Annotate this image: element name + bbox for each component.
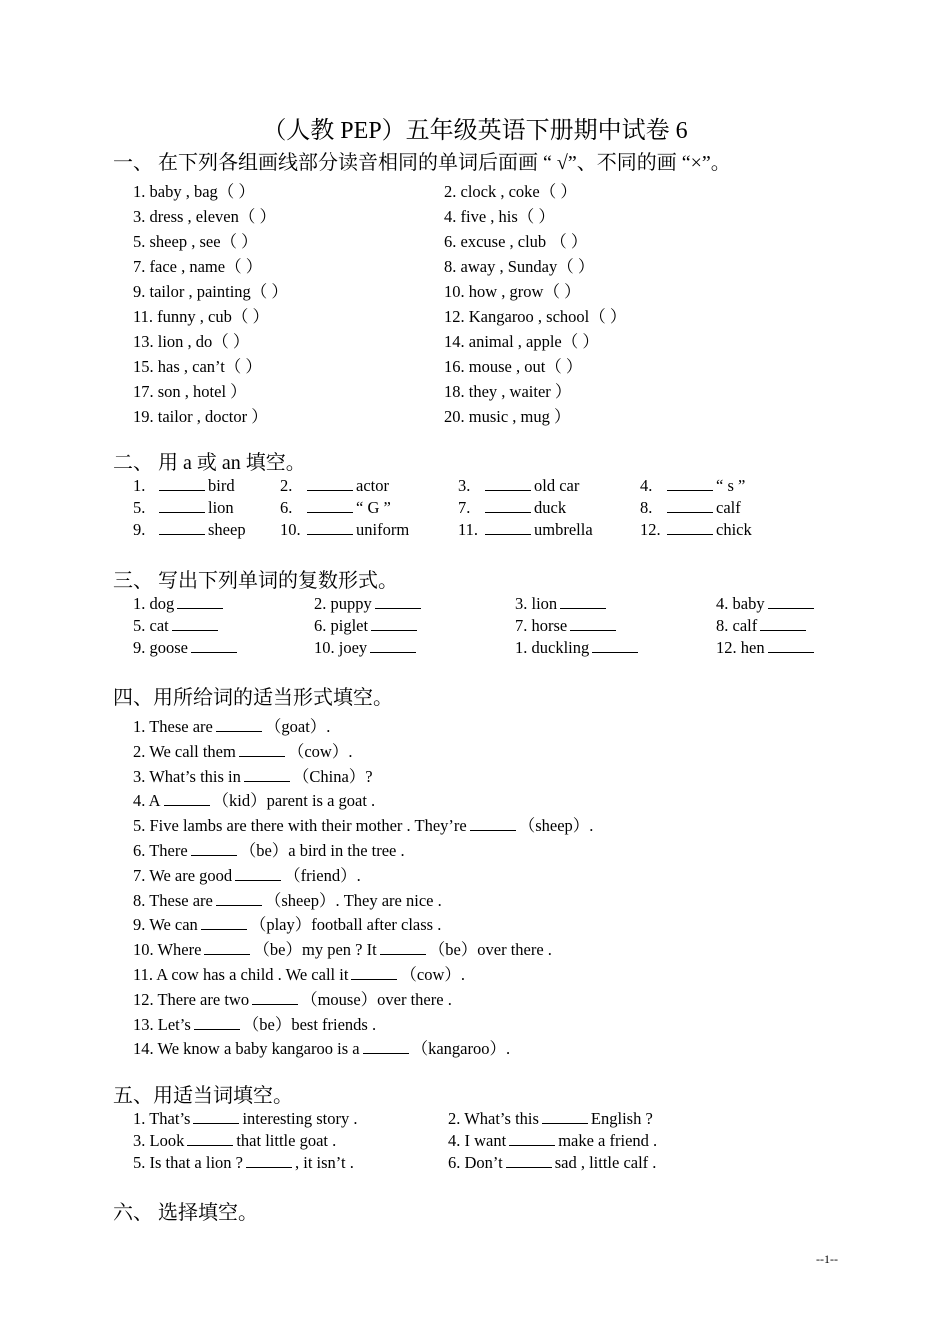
answer-blank[interactable] — [485, 520, 531, 535]
article-item — [156, 520, 246, 540]
item-text: 3. What’s this in — [133, 766, 241, 786]
item-text: （friend）. — [284, 865, 361, 885]
item-text: 1. That’s — [133, 1109, 191, 1128]
item-text: （be）over there . — [428, 940, 552, 960]
item-text: 4. A — [133, 791, 161, 811]
item-text: sad , little calf . — [554, 1153, 657, 1172]
plural-word: 1. duckling — [515, 638, 590, 657]
plural-word: 1. dog — [133, 594, 175, 613]
item-text: , it isn’t . — [294, 1153, 354, 1172]
answer-blank[interactable] — [370, 638, 416, 653]
fill-form-item — [133, 887, 442, 911]
item-number: 7. — [458, 498, 471, 517]
fill-word-item — [133, 1153, 354, 1173]
article-item — [156, 498, 234, 518]
answer-blank[interactable] — [371, 616, 417, 631]
item-text: 11. A cow has a child . We call it — [133, 965, 349, 984]
answer-blank[interactable] — [193, 1109, 239, 1124]
item-number: 4. — [640, 476, 653, 495]
item-text: 6. Don’t — [448, 1153, 503, 1172]
answer-blank[interactable] — [246, 1153, 292, 1168]
answer-blank[interactable] — [375, 594, 421, 609]
answer-blank[interactable] — [307, 498, 353, 513]
item-text: 5. Five lambs are there with their mother . They’re — [133, 816, 467, 836]
phonics-item: 1. baby , bag（ ） — [133, 182, 255, 201]
answer-blank[interactable] — [187, 1131, 233, 1146]
plural-item — [515, 594, 609, 614]
answer-blank[interactable] — [191, 841, 237, 856]
item-word: calf — [716, 498, 741, 517]
item-text: （be）a bird in the tree . — [239, 841, 405, 860]
phonics-item: 15. has , can’t（ ） — [133, 357, 262, 376]
answer-blank[interactable] — [164, 791, 210, 806]
answer-blank[interactable] — [470, 816, 516, 831]
item-text: （play）football after class . — [249, 915, 442, 935]
item-word: uniform — [356, 520, 410, 539]
fill-form-item — [133, 1035, 510, 1059]
fill-form-item — [133, 837, 405, 861]
section-6-heading: 六、 选择填空。 — [113, 1202, 258, 1224]
answer-blank[interactable] — [509, 1131, 555, 1146]
item-number: 9. — [133, 520, 146, 539]
article-item — [482, 498, 566, 518]
item-text: 5. Is that a lion ? — [133, 1153, 243, 1172]
answer-blank[interactable] — [201, 915, 247, 930]
item-text: 7. We are good — [133, 865, 233, 885]
item-word: chick — [716, 520, 752, 539]
item-text: 14. We know a baby kangaroo is a — [133, 1039, 360, 1059]
fill-word-item — [133, 1131, 336, 1151]
plural-item — [314, 616, 420, 636]
fill-form-item — [133, 862, 361, 886]
item-word: duck — [534, 498, 567, 517]
article-item — [304, 520, 409, 540]
section-5-heading: 五、用适当词填空。 — [113, 1085, 293, 1107]
fill-form-item — [133, 812, 593, 836]
item-word: “ G ” — [356, 498, 391, 517]
plural-word: 4. baby — [716, 594, 765, 613]
item-word: bird — [208, 476, 235, 495]
plural-word: 6. piglet — [314, 616, 369, 635]
item-number: 6. — [280, 498, 293, 517]
item-text: English ? — [590, 1109, 653, 1128]
answer-blank[interactable] — [485, 498, 531, 513]
item-text: （sheep）. They are nice . — [264, 890, 442, 910]
answer-blank[interactable] — [667, 498, 713, 513]
plural-word: 3. lion — [515, 594, 558, 613]
item-word: old car — [534, 476, 580, 495]
item-number: 5. — [133, 498, 146, 517]
answer-blank[interactable] — [172, 616, 218, 631]
answer-blank[interactable] — [768, 594, 814, 609]
answer-blank[interactable] — [768, 638, 814, 653]
item-text: that little goat . — [236, 1131, 337, 1150]
plural-word: 8. calf — [716, 616, 758, 635]
plural-item — [716, 638, 817, 658]
item-text: （China）? — [292, 766, 373, 786]
answer-blank[interactable] — [159, 476, 205, 491]
answer-blank[interactable] — [351, 965, 397, 980]
item-text: （mouse）over there . — [301, 989, 452, 1009]
article-item — [482, 520, 593, 540]
fill-form-item — [133, 911, 441, 935]
page-title: （人教 PEP）五年级英语下册期中试卷 6 — [262, 118, 688, 144]
plural-word: 9. goose — [133, 638, 188, 657]
phonics-item: 3. dress , eleven（ ） — [133, 207, 276, 226]
answer-blank[interactable] — [177, 594, 223, 609]
answer-blank[interactable] — [159, 498, 205, 513]
answer-blank[interactable] — [194, 1015, 240, 1030]
fill-form-item — [133, 961, 465, 985]
article-item — [304, 476, 389, 496]
answer-blank[interactable] — [667, 520, 713, 535]
item-text: 12. There are two — [133, 989, 250, 1009]
phonics-item: 17. son , hotel ） — [133, 382, 247, 401]
phonics-item: 16. mouse , out（ ） — [444, 357, 583, 376]
answer-blank[interactable] — [252, 990, 298, 1005]
answer-blank[interactable] — [542, 1109, 588, 1124]
plural-word: 5. cat — [133, 616, 169, 635]
plural-item — [133, 638, 240, 658]
fill-form-item — [133, 713, 330, 737]
phonics-item: 13. lion , do（ ） — [133, 332, 250, 351]
plural-word: 2. puppy — [314, 594, 372, 613]
phonics-item: 5. sheep , see（ ） — [133, 232, 258, 251]
answer-blank[interactable] — [667, 476, 713, 491]
item-text: （kid）parent is a goat . — [212, 791, 376, 811]
section-2-heading-text: 二、 用 a 或 an 填空。 — [113, 452, 306, 474]
item-text: 6. There — [133, 841, 188, 860]
fill-form-item — [133, 787, 375, 811]
plural-item — [133, 594, 226, 614]
plural-word: 7. horse — [515, 616, 568, 635]
phonics-item: 7. face , name（ ） — [133, 257, 263, 276]
plural-item — [314, 638, 419, 658]
phonics-item: 6. excuse , club （ ） — [444, 232, 588, 251]
phonics-item: 20. music , mug ） — [444, 407, 571, 426]
item-text: 3. Look — [133, 1131, 185, 1150]
answer-blank[interactable] — [159, 520, 205, 535]
article-item — [304, 498, 391, 518]
answer-blank[interactable] — [506, 1153, 552, 1168]
item-number: 12. — [640, 520, 661, 539]
item-number: 8. — [640, 498, 653, 517]
plural-word: 10. joey — [314, 638, 368, 657]
section-1-heading: 一、 在下列各组画线部分读音相同的单词后面画 “ √”、不同的画 “×”。 — [113, 152, 731, 174]
answer-blank[interactable] — [560, 594, 606, 609]
fill-word-item — [448, 1109, 653, 1129]
item-text: 13. Let’s — [133, 1014, 191, 1034]
item-text: （be）best friends . — [242, 1014, 377, 1034]
section-4-heading: 四、用所给词的适当形式填空。 — [113, 687, 393, 709]
phonics-item: 19. tailor , doctor ） — [133, 407, 268, 426]
answer-blank[interactable] — [216, 891, 262, 906]
item-word: “ s ” — [716, 476, 746, 495]
phonics-item: 14. animal , apple（ ） — [444, 332, 599, 351]
item-number: 1. — [133, 476, 146, 495]
fill-form-item — [133, 1011, 376, 1035]
item-text: 4. I want — [448, 1131, 507, 1150]
item-text: 9. We can — [133, 915, 198, 935]
item-text: （goat）. — [264, 717, 331, 736]
item-text: 2. What’s this — [448, 1109, 539, 1128]
item-text: 8. These are — [133, 890, 213, 910]
item-word: sheep — [208, 520, 246, 539]
item-text: （be）my pen ? It — [253, 940, 377, 960]
fill-form-item — [133, 763, 373, 787]
item-number: 11. — [458, 520, 479, 539]
item-word: lion — [208, 498, 234, 517]
answer-blank[interactable] — [592, 638, 638, 653]
item-text: make a friend . — [558, 1131, 658, 1150]
item-text: （kangaroo）. — [411, 1039, 511, 1059]
fill-form-item — [133, 936, 552, 960]
phonics-item: 4. five , his（ ） — [444, 207, 555, 226]
item-word: actor — [356, 476, 389, 495]
plural-word: 12. hen — [716, 638, 765, 657]
item-text: 10. Where — [133, 940, 202, 960]
item-text: （cow）. — [400, 965, 466, 984]
item-word: umbrella — [534, 520, 593, 539]
item-number: 2. — [280, 476, 293, 495]
answer-blank[interactable] — [216, 717, 262, 732]
fill-form-item — [133, 738, 352, 762]
article-item — [482, 476, 579, 496]
answer-blank[interactable] — [363, 1039, 409, 1054]
item-text: 2. We call them — [133, 741, 236, 761]
phonics-item: 9. tailor , painting（ ） — [133, 282, 288, 301]
phonics-item: 11. funny , cub（ ） — [133, 307, 269, 326]
answer-blank[interactable] — [191, 638, 237, 653]
phonics-item: 18. they , waiter ） — [444, 382, 572, 401]
item-text: interesting story . — [242, 1109, 358, 1128]
plural-item — [716, 594, 817, 614]
answer-blank[interactable] — [204, 940, 250, 955]
item-number: 3. — [458, 476, 471, 495]
plural-item — [515, 616, 619, 636]
fill-word-item — [448, 1131, 657, 1151]
item-number: 10. — [280, 520, 301, 539]
item-text: 1. These are — [133, 717, 213, 736]
page-number: --1-- — [816, 1252, 838, 1266]
article-item — [664, 498, 741, 518]
phonics-item: 12. Kangaroo , school（ ） — [444, 307, 627, 326]
article-item — [156, 476, 235, 496]
plural-item — [314, 594, 424, 614]
answer-blank[interactable] — [485, 476, 531, 491]
article-item — [664, 476, 745, 496]
fill-word-item — [133, 1109, 357, 1129]
phonics-item: 8. away , Sunday（ ） — [444, 257, 595, 276]
plural-item — [515, 638, 641, 658]
phonics-item: 2. clock , coke（ ） — [444, 182, 577, 201]
answer-blank[interactable] — [239, 742, 285, 757]
item-text: （cow）. — [287, 741, 353, 761]
answer-blank[interactable] — [307, 520, 353, 535]
answer-blank[interactable] — [244, 767, 290, 782]
answer-blank[interactable] — [307, 476, 353, 491]
section-2-heading — [113, 446, 306, 475]
fill-word-item — [448, 1153, 656, 1173]
fill-form-item — [133, 986, 452, 1010]
answer-blank[interactable] — [235, 866, 281, 881]
plural-item — [716, 616, 809, 636]
phonics-item: 10. how , grow（ ） — [444, 282, 581, 301]
answer-blank[interactable] — [570, 616, 616, 631]
answer-blank[interactable] — [380, 940, 426, 955]
answer-blank[interactable] — [760, 616, 806, 631]
section-3-heading: 三、 写出下列单词的复数形式。 — [113, 570, 398, 592]
plural-item — [133, 616, 221, 636]
item-text: （sheep）. — [518, 816, 594, 836]
article-item — [664, 520, 752, 540]
